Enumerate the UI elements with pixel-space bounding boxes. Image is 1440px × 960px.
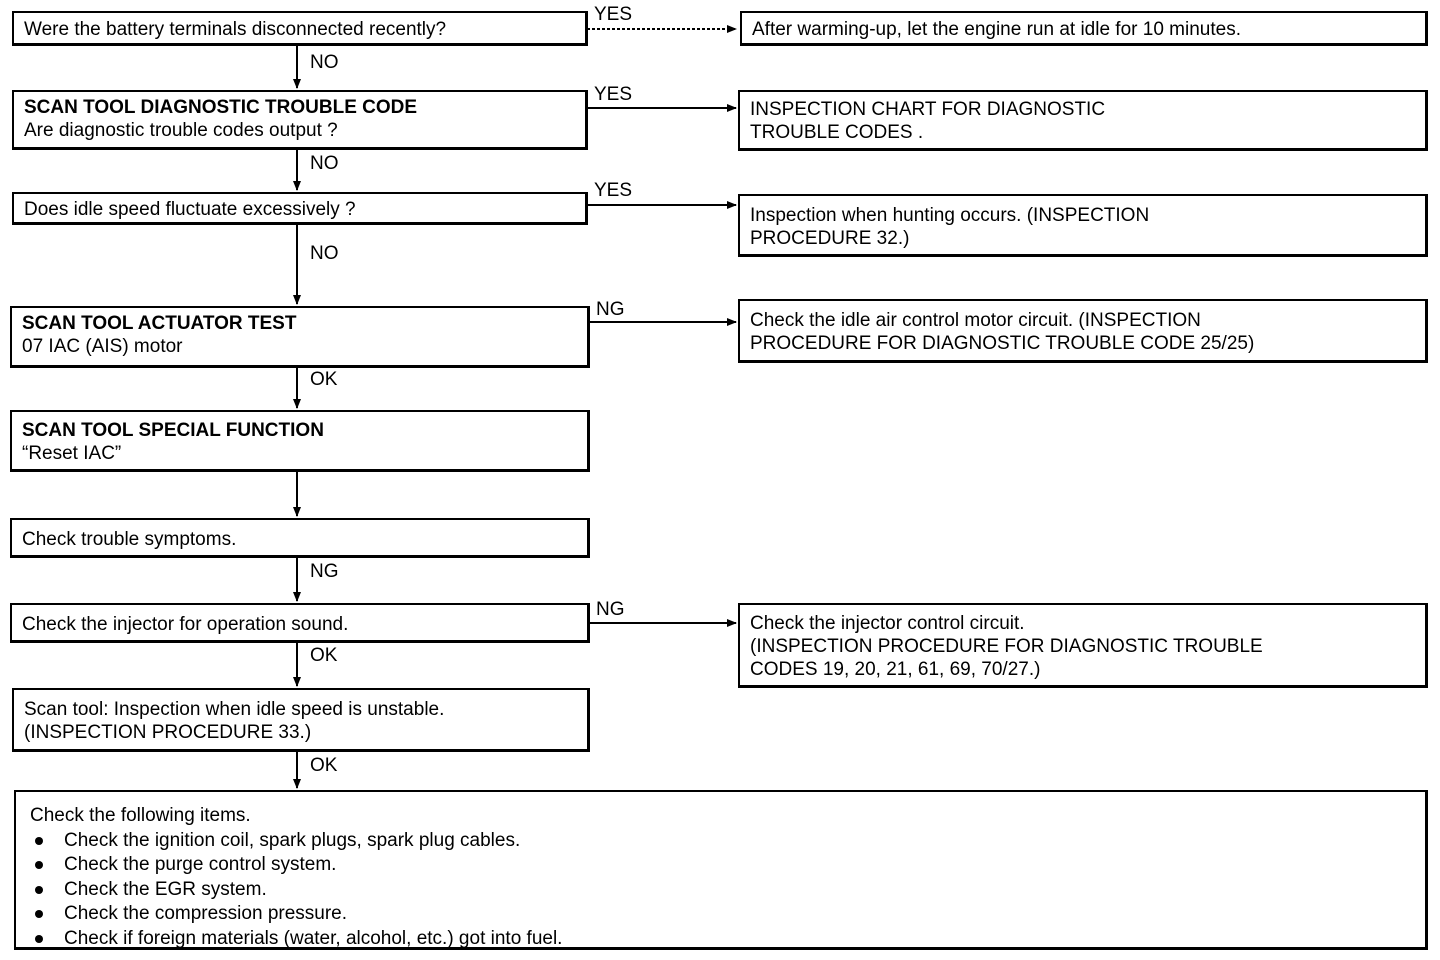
step-scan-tool-dtc [12, 90, 588, 150]
step-special-function [10, 410, 590, 472]
label-yes-1: YES [594, 4, 633, 25]
result-dtc-chart [738, 90, 1428, 151]
step-idle-unstable-line1: Scan tool: Inspection when idle speed is unstable. [24, 699, 445, 720]
step-special-function-detail: “Reset IAC” [22, 443, 122, 464]
result-iac-circuit [738, 299, 1428, 363]
step-idle-fluctuate-text: Does idle speed fluctuate excessively ? [24, 199, 356, 220]
final-check-intro: Check the following items. [30, 805, 251, 826]
label-ng-4: NG [596, 299, 625, 320]
result-injector-circuit [738, 603, 1428, 688]
step-idle-unstable-line2: (INSPECTION PROCEDURE 33.) [24, 722, 312, 743]
label-yes-3: YES [594, 180, 633, 201]
result-warm-up-idle [740, 11, 1428, 46]
step-injector-sound-text: Check the injector for operation sound. [22, 614, 349, 635]
step-actuator-test-title: SCAN TOOL ACTUATOR TEST [22, 313, 297, 334]
result-dtc-chart-line2: TROUBLE CODES . [750, 122, 924, 143]
label-ng-7: NG [596, 599, 625, 620]
result-injector-circuit-line1: Check the injector control circuit. [750, 613, 1025, 634]
step-check-symptoms-text: Check trouble symptoms. [22, 529, 237, 550]
step-battery-question [12, 11, 588, 46]
list-item: Check the compression pressure. [30, 902, 1415, 927]
step-idle-fluctuate [12, 192, 588, 225]
label-yes-2: YES [594, 84, 633, 105]
label-ok-4: OK [310, 369, 338, 390]
list-item: Check the ignition coil, spark plugs, spark plug cables. [30, 829, 1415, 854]
label-no-2: NO [310, 153, 339, 174]
label-ok-7: OK [310, 645, 338, 666]
result-hunting-line2: PROCEDURE 32.) [750, 228, 910, 249]
step-check-symptoms [10, 518, 590, 558]
result-hunting [738, 194, 1428, 257]
step-idle-unstable [12, 688, 590, 752]
label-ng-6: NG [310, 561, 339, 582]
list-item: Check the EGR system. [30, 878, 1415, 903]
result-iac-circuit-line1: Check the idle air control motor circuit. (INSPECTION [750, 310, 1201, 331]
final-check-list [30, 829, 1415, 952]
label-no-3: NO [310, 243, 339, 264]
step-scan-tool-dtc-question: Are diagnostic trouble codes output ? [24, 120, 338, 141]
list-item: Check if foreign materials (water, alcohol, etc.) got into fuel. [30, 927, 1415, 952]
final-check-items [14, 790, 1428, 950]
step-actuator-test-detail: 07 IAC (AIS) motor [22, 336, 183, 357]
label-no-1: NO [310, 52, 339, 73]
step-special-function-title: SCAN TOOL SPECIAL FUNCTION [22, 420, 324, 441]
result-iac-circuit-line2: PROCEDURE FOR DIAGNOSTIC TROUBLE CODE 25/25) [750, 333, 1255, 354]
list-item: Check the purge control system. [30, 853, 1415, 878]
result-dtc-chart-line1: INSPECTION CHART FOR DIAGNOSTIC [750, 99, 1106, 120]
step-actuator-test [10, 306, 590, 368]
result-hunting-line1: Inspection when hunting occurs. (INSPECTION [750, 205, 1150, 226]
step-battery-question-text: Were the battery terminals disconnected recently? [24, 19, 447, 40]
step-scan-tool-dtc-title: SCAN TOOL DIAGNOSTIC TROUBLE CODE [24, 97, 418, 118]
result-warm-up-idle-text: After warming-up, let the engine run at idle for 10 minutes. [752, 19, 1241, 40]
result-injector-circuit-line3: CODES 19, 20, 21, 61, 69, 70/27.) [750, 659, 1041, 680]
result-injector-circuit-line2: (INSPECTION PROCEDURE FOR DIAGNOSTIC TROUBLE [750, 636, 1263, 657]
step-injector-sound [10, 603, 590, 643]
label-ok-8: OK [310, 755, 338, 776]
